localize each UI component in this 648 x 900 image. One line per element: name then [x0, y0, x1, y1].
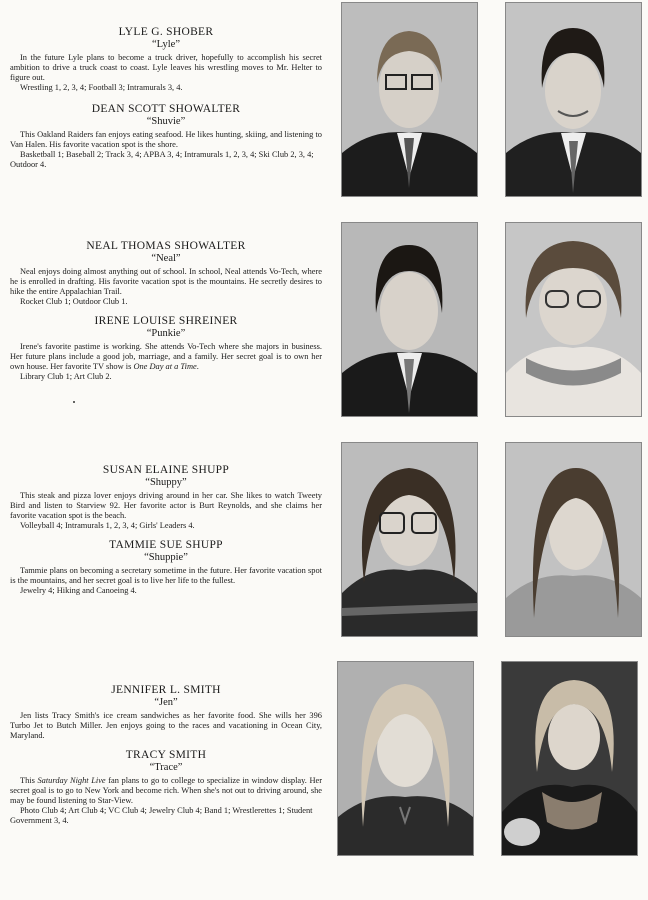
student-nickname: “Neal” — [151, 253, 181, 264]
text-column-1 — [10, 26, 322, 178]
student-activities: Basketball 1; Baseball 2; Track 3, 4; APBA 3, 4; Intramurals 1, 2, 3, 4; Ski Club 2, 3, 4; Outdoor 4. — [10, 150, 314, 169]
student-name: LYLE G. SHOBER — [118, 26, 214, 38]
student-activities: Volleyball 4; Intramurals 1, 2, 3, 4; Girls' Leaders 4. — [20, 521, 195, 530]
student-bio: This Oakland Raiders fan enjoys eating seafood. He likes hunting, skiing, and listening to Van Halen. His favorite vacation spot is the shore. — [10, 130, 322, 149]
bio-text: Irene's favorite pastime is working. She attends Vo-Tech where she majors in business. Her future plans include a good job, marriage, and a family. Her secret goal is to own her own house. Her favorite TV show is — [10, 342, 322, 371]
entry-susan-shupp — [10, 464, 322, 531]
student-nickname: “Shuvie” — [146, 116, 186, 127]
student-activities: Library Club 1; Art Club 2. — [20, 372, 112, 381]
entry-tammie-shupp — [10, 539, 322, 596]
student-name: IRENE LOUISE SHREINER — [94, 315, 238, 327]
student-nickname: “Trace” — [149, 762, 183, 773]
text-column-2 — [10, 240, 322, 390]
student-name: NEAL THOMAS SHOWALTER — [86, 240, 246, 252]
entry-irene-shreiner — [10, 315, 322, 382]
entry-tracy-smith — [10, 749, 322, 826]
student-name: DEAN SCOTT SHOWALTER — [91, 103, 241, 115]
portrait-photo-jennifer — [338, 662, 473, 855]
entry-jennifer-smith — [10, 684, 322, 741]
student-nickname: “Shuppy” — [145, 477, 187, 488]
student-activities: Jewelry 4; Hiking and Canoeing 4. — [20, 586, 137, 595]
student-nickname: “Jen” — [154, 697, 178, 708]
portrait-photo-dean — [506, 3, 641, 196]
student-bio — [10, 342, 322, 372]
student-activities: Photo Club 4; Art Club 4; VC Club 4; Jewelry Club 4; Band 1; Wrestlerettes 1; Student Government 3, 4. — [10, 806, 313, 825]
student-activities: Rocket Club 1; Outdoor Club 1. — [20, 297, 128, 306]
student-bio — [10, 776, 322, 806]
tv-show-title: Saturday Night Live — [37, 776, 106, 785]
text-column-3 — [10, 464, 322, 604]
entry-dean-showalter — [10, 103, 322, 170]
student-bio: Jen lists Tracy Smith's ice cream sandwiches as her favorite food. She wills her 396 Turbo Jet to Butch Miller. Jen enjoys going to the races and vacationing in Ocean City, Maryland. — [10, 711, 322, 740]
student-bio: Tammie plans on becoming a secretary sometime in the future. Her favorite vacation spot is the mountains, and her secret goal is to live her life to the fullest. — [10, 566, 322, 585]
bio-text: This — [20, 776, 38, 785]
portrait-photo-susan — [342, 443, 477, 636]
portrait-photo-tracy — [502, 662, 637, 855]
bio-text: . — [196, 362, 199, 371]
student-name: TRACY SMITH — [125, 749, 207, 761]
portrait-photo-lyle — [342, 3, 477, 196]
text-column-4 — [10, 684, 322, 834]
portrait-photo-irene — [506, 223, 641, 416]
student-nickname: “Lyle” — [152, 39, 180, 50]
student-name: JENNIFER L. SMITH — [111, 684, 221, 696]
tv-show-title: One Day at a Time — [133, 362, 197, 371]
bio-text: fan plans to go to college to specialize in window display. Her secret goal is to go to New York and become rich. When she's not out to driving around, she may be found listening to Star-View. — [10, 776, 323, 805]
student-nickname: “Shuppie” — [144, 552, 188, 563]
student-bio: This steak and pizza lover enjoys driving around in her car. She likes to watch Tweety Bird and listen to Starview 92. Her favorite actor is Burt Reynolds, and she claims her favorite vacation spot is the beach. — [10, 491, 322, 520]
stray-mark — [73, 401, 75, 403]
student-name: TAMMIE SUE SHUPP — [109, 539, 223, 551]
student-bio: Neal enjoys doing almost anything out of school. In school, Neal attends Vo-Tech, where he is enrolled in drafting. His favorite vacation spot is the mountains. He secretly desires to hike the entire Appalachian Trail. — [10, 267, 322, 296]
student-nickname: “Punkie” — [146, 328, 186, 339]
entry-neal-showalter — [10, 240, 322, 307]
entry-lyle-shober — [10, 26, 322, 93]
student-name: SUSAN ELAINE SHUPP — [102, 464, 230, 476]
student-activities: Wrestling 1, 2, 3, 4; Football 3; Intramurals 3, 4. — [20, 83, 183, 92]
student-bio: In the future Lyle plans to become a truck driver, hopefully to accomplish his secret ambition to drive a truck coast to coast. Lyle leaves his wrestling moves to Mr. Helter to figure out. — [10, 53, 322, 82]
portrait-photo-tammie — [506, 443, 641, 636]
portrait-photo-neal — [342, 223, 477, 416]
